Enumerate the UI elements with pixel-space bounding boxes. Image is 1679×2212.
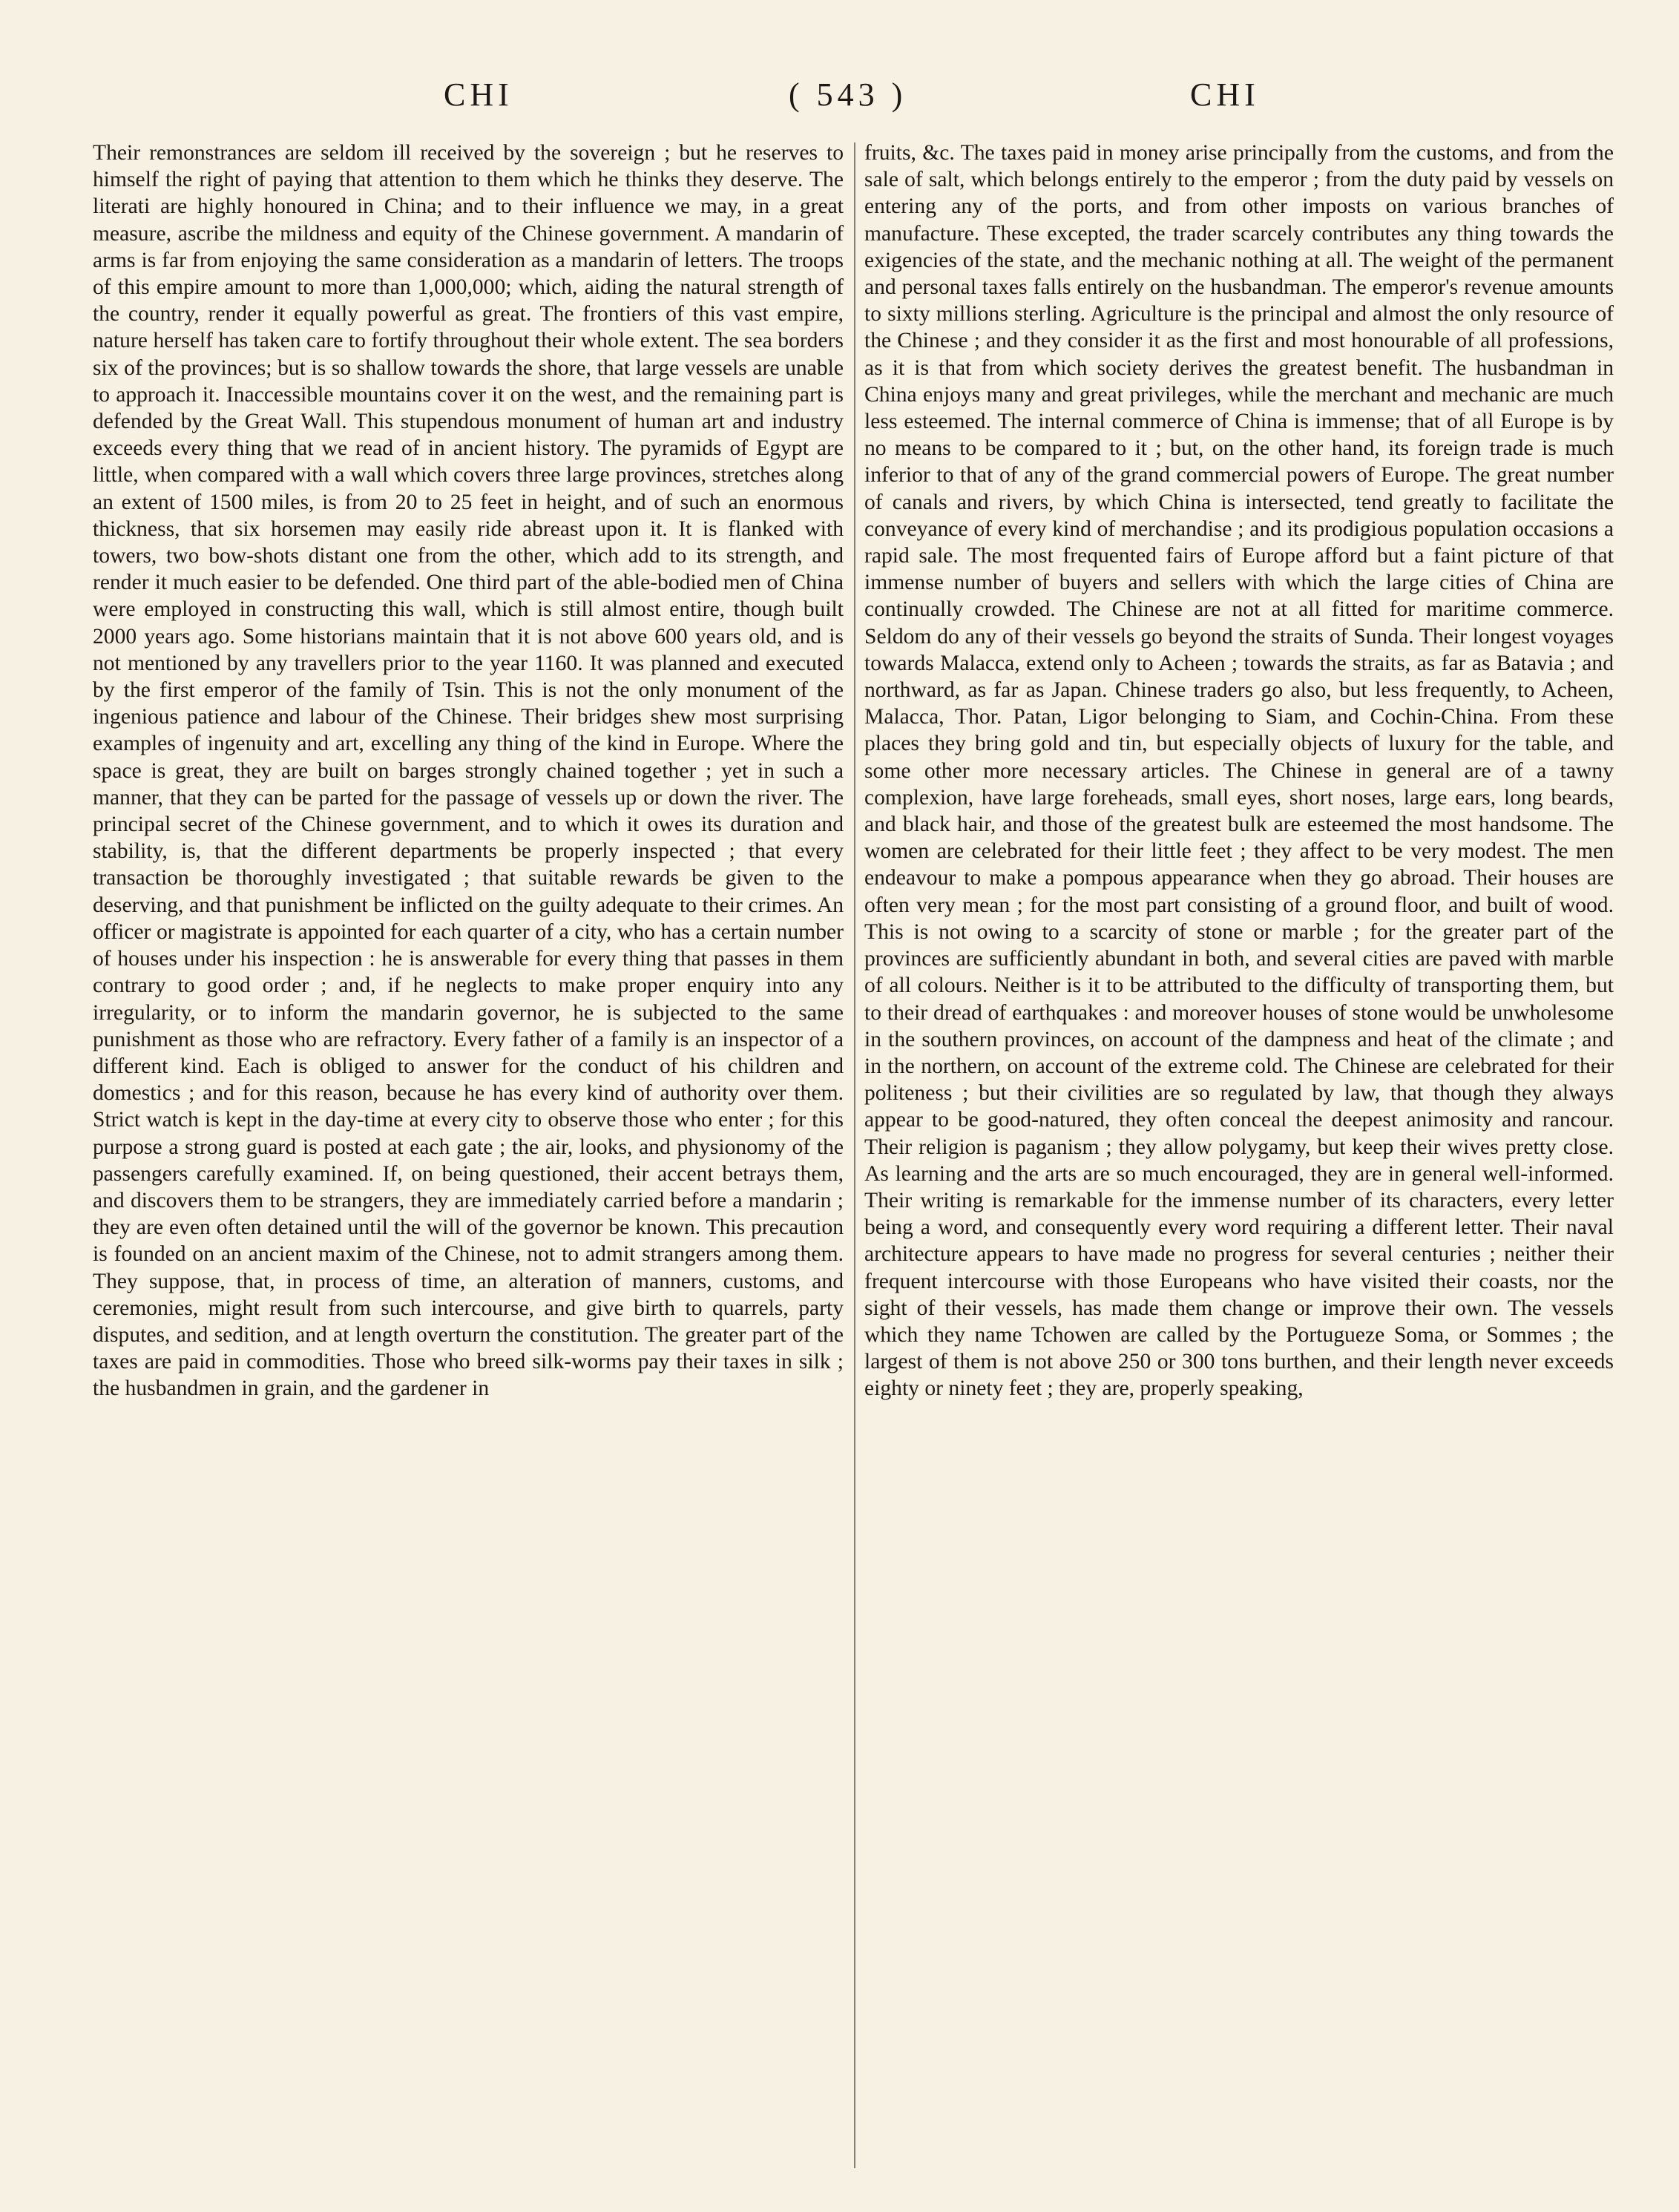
- running-head-left: CHI: [444, 76, 513, 113]
- left-column-text: Their remonstrances are seldom ill received by the sovereign ; but he reserves to himself the right of paying that attention to them which he thinks they deserve. The literati are highly honoured in China; and to their influence we may, in a great measure, ascribe the mildness and equity of the Chinese government. A mandarin of arms is far from enjoying the same consideration as a mandarin of letters. The troops of this empire amount to more than 1,000,000; which, aiding the natural strength of the country, render it equally powerful as great. The frontiers of this vast empire, nature herself has taken care to fortify throughout their whole extent. The sea borders six of the provinces; but is so shallow towards the shore, that large vessels are unable to approach it. Inaccessible mountains cover it on the west, and the remaining part is defended by the Great Wall. This stupendous monument of human art and industry exceeds every thing that we read of in ancient history. The pyramids of Egypt are little, when compared with a wall which covers three large provinces, stretches along an extent of 1500 miles, is from 20 to 25 feet in height, and of such an enormous thickness, that six horsemen may easily ride abreast upon it. It is flanked with towers, two bow-shots distant one from the other, which add to its strength, and render it much easier to be defended. One third part of the able-bodied men of China were employed in constructing this wall, which is still almost entire, though built 2000 years ago. Some historians maintain that it is not above 600 years old, and is not mentioned by any travellers prior to the year 1160. It was planned and executed by the first emperor of the family of Tsin. This is not the only monument of the ingenious patience and labour of the Chinese. Their bridges shew most surprising examples of ingenuity and art, excelling any thing of the kind in Europe. Where the space is great, they are built on barges strongly chained together ; yet in such a manner, that they can be parted for the passage of vessels up or down the river. The principal secret of the Chinese government, and to which it owes its duration and stability, is, that the different departments be properly inspected ; that every transaction be thoroughly investigated ; that suitable rewards be given to the deserving, and that punishment be inflicted on the guilty adequate to their crimes. An officer or magistrate is appointed for each quarter of a city, who has a certain number of houses under his inspection : he is answerable for every thing that passes in them contrary to good order ; and, if he neglects to make proper enquiry into any irregularity, or to inform the mandarin governor, he is subjected to the same punishment as those who are refractory. Every father of a family is an inspector of a different kind. Each is obliged to answer for the conduct of his children and domestics ; and for this reason, because he has every kind of authority over them. Strict watch is kept in the day-time at every city to observe those who enter ; for this purpose a strong guard is posted at each gate ; the air, looks, and physionomy of the passengers carefully examined. If, on being questioned, their accent betrays them, and discovers them to be strangers, they are immediately carried before a mandarin ; they are even often detained until the will of the governor be known. This precaution is founded on an ancient maxim of the Chinese, not to admit strangers among them. They suppose, that, in process of time, an alteration of manners, customs, and ceremonies, might result from such intercourse, and give birth to quarrels, party disputes, and sedition, and at length overturn the constitution. The greater part of the taxes are paid in commodities. Those who breed silk-worms pay their taxes in silk ; the husbandmen in grain, and the gardener in: [93, 141, 844, 1401]
- running-head: [0, 76, 1679, 128]
- page-number: ( 543 ): [789, 76, 907, 113]
- column-divider: [854, 142, 855, 2168]
- right-column-text: fruits, &c. The taxes paid in money arise principally from the customs, and from the sale of salt, which belongs entirely to the emperor ; from the duty paid by vessels on entering any of the ports, and from other imposts on various branches of manufacture. These excepted, the trader scarcely contributes any thing towards the exigencies of the state, and the mechanic nothing at all. The weight of the permanent and personal taxes falls entirely on the husbandman. The emperor's revenue amounts to sixty millions sterling. Agriculture is the principal and almost the only resource of the Chinese ; and they consider it as the first and most honourable of all professions, as it is that from which society derives the greatest benefit. The husbandman in China enjoys many and great privileges, while the merchant and mechanic are much less esteemed. The internal commerce of China is immense; that of all Europe is by no means to be compared to it ; but, on the other hand, its foreign trade is much inferior to that of any of the grand commercial powers of Europe. The great number of canals and rivers, by which China is intersected, tend greatly to facilitate the conveyance of every kind of merchandise ; and its prodigious population occasions a rapid sale. The most frequented fairs of Europe afford but a faint picture of that immense number of buyers and sellers with which the large cities of China are continually crowded. The Chinese are not at all fitted for maritime commerce. Seldom do any of their vessels go beyond the straits of Sunda. Their longest voyages towards Malacca, extend only to Acheen ; towards the straits, as far as Batavia ; and northward, as far as Japan. Chinese traders go also, but less frequently, to Acheen, Malacca, Thor. Patan, Ligor belonging to Siam, and Cochin-China. From these places they bring gold and tin, but especially objects of luxury for the table, and some other more necessary articles. The Chinese in general are of a tawny complexion, have large foreheads, small eyes, short noses, large ears, long beards, and black hair, and those of the greatest bulk are esteemed the most handsome. The women are celebrated for their little feet ; they affect to be very modest. The men endeavour to make a pompous appearance when they go abroad. Their houses are often very mean ; for the most part consisting of a ground floor, and built of wood. This is not owing to a scarcity of stone or marble ; for the greater part of the provinces are sufficiently abundant in both, and several cities are paved with marble of all colours. Neither is it to be attributed to the difficulty of transporting them, but to their dread of earthquakes : and moreover houses of stone would be unwholesome in the southern provinces, on account of the dampness and heat of the climate ; and in the northern, on account of the extreme cold. The Chinese are celebrated for their politeness ; but their civilities are so regulated by law, that though they always appear to be good-natured, they often conceal the deepest animosity and rancour. Their religion is paganism ; they allow polygamy, but keep their wives pretty close. As learning and the arts are so much encouraged, they are in general well-informed. Their writing is remarkable for the immense number of its characters, every letter being a word, and consequently every word requiring a different letter. Their naval architecture appears to have made no progress for several centuries ; neither their frequent intercourse with those Europeans who have visited their coasts, nor the sight of their vessels, has made them change or improve their own. The vessels which they name Tchowen are called by the Portugueze Soma, or Sommes ; the largest of them is not above 250 or 300 tons burthen, and their length never exceeds eighty or ninety feet ; they are, properly speaking,: [864, 141, 1614, 1401]
- running-head-right: CHI: [1190, 76, 1260, 113]
